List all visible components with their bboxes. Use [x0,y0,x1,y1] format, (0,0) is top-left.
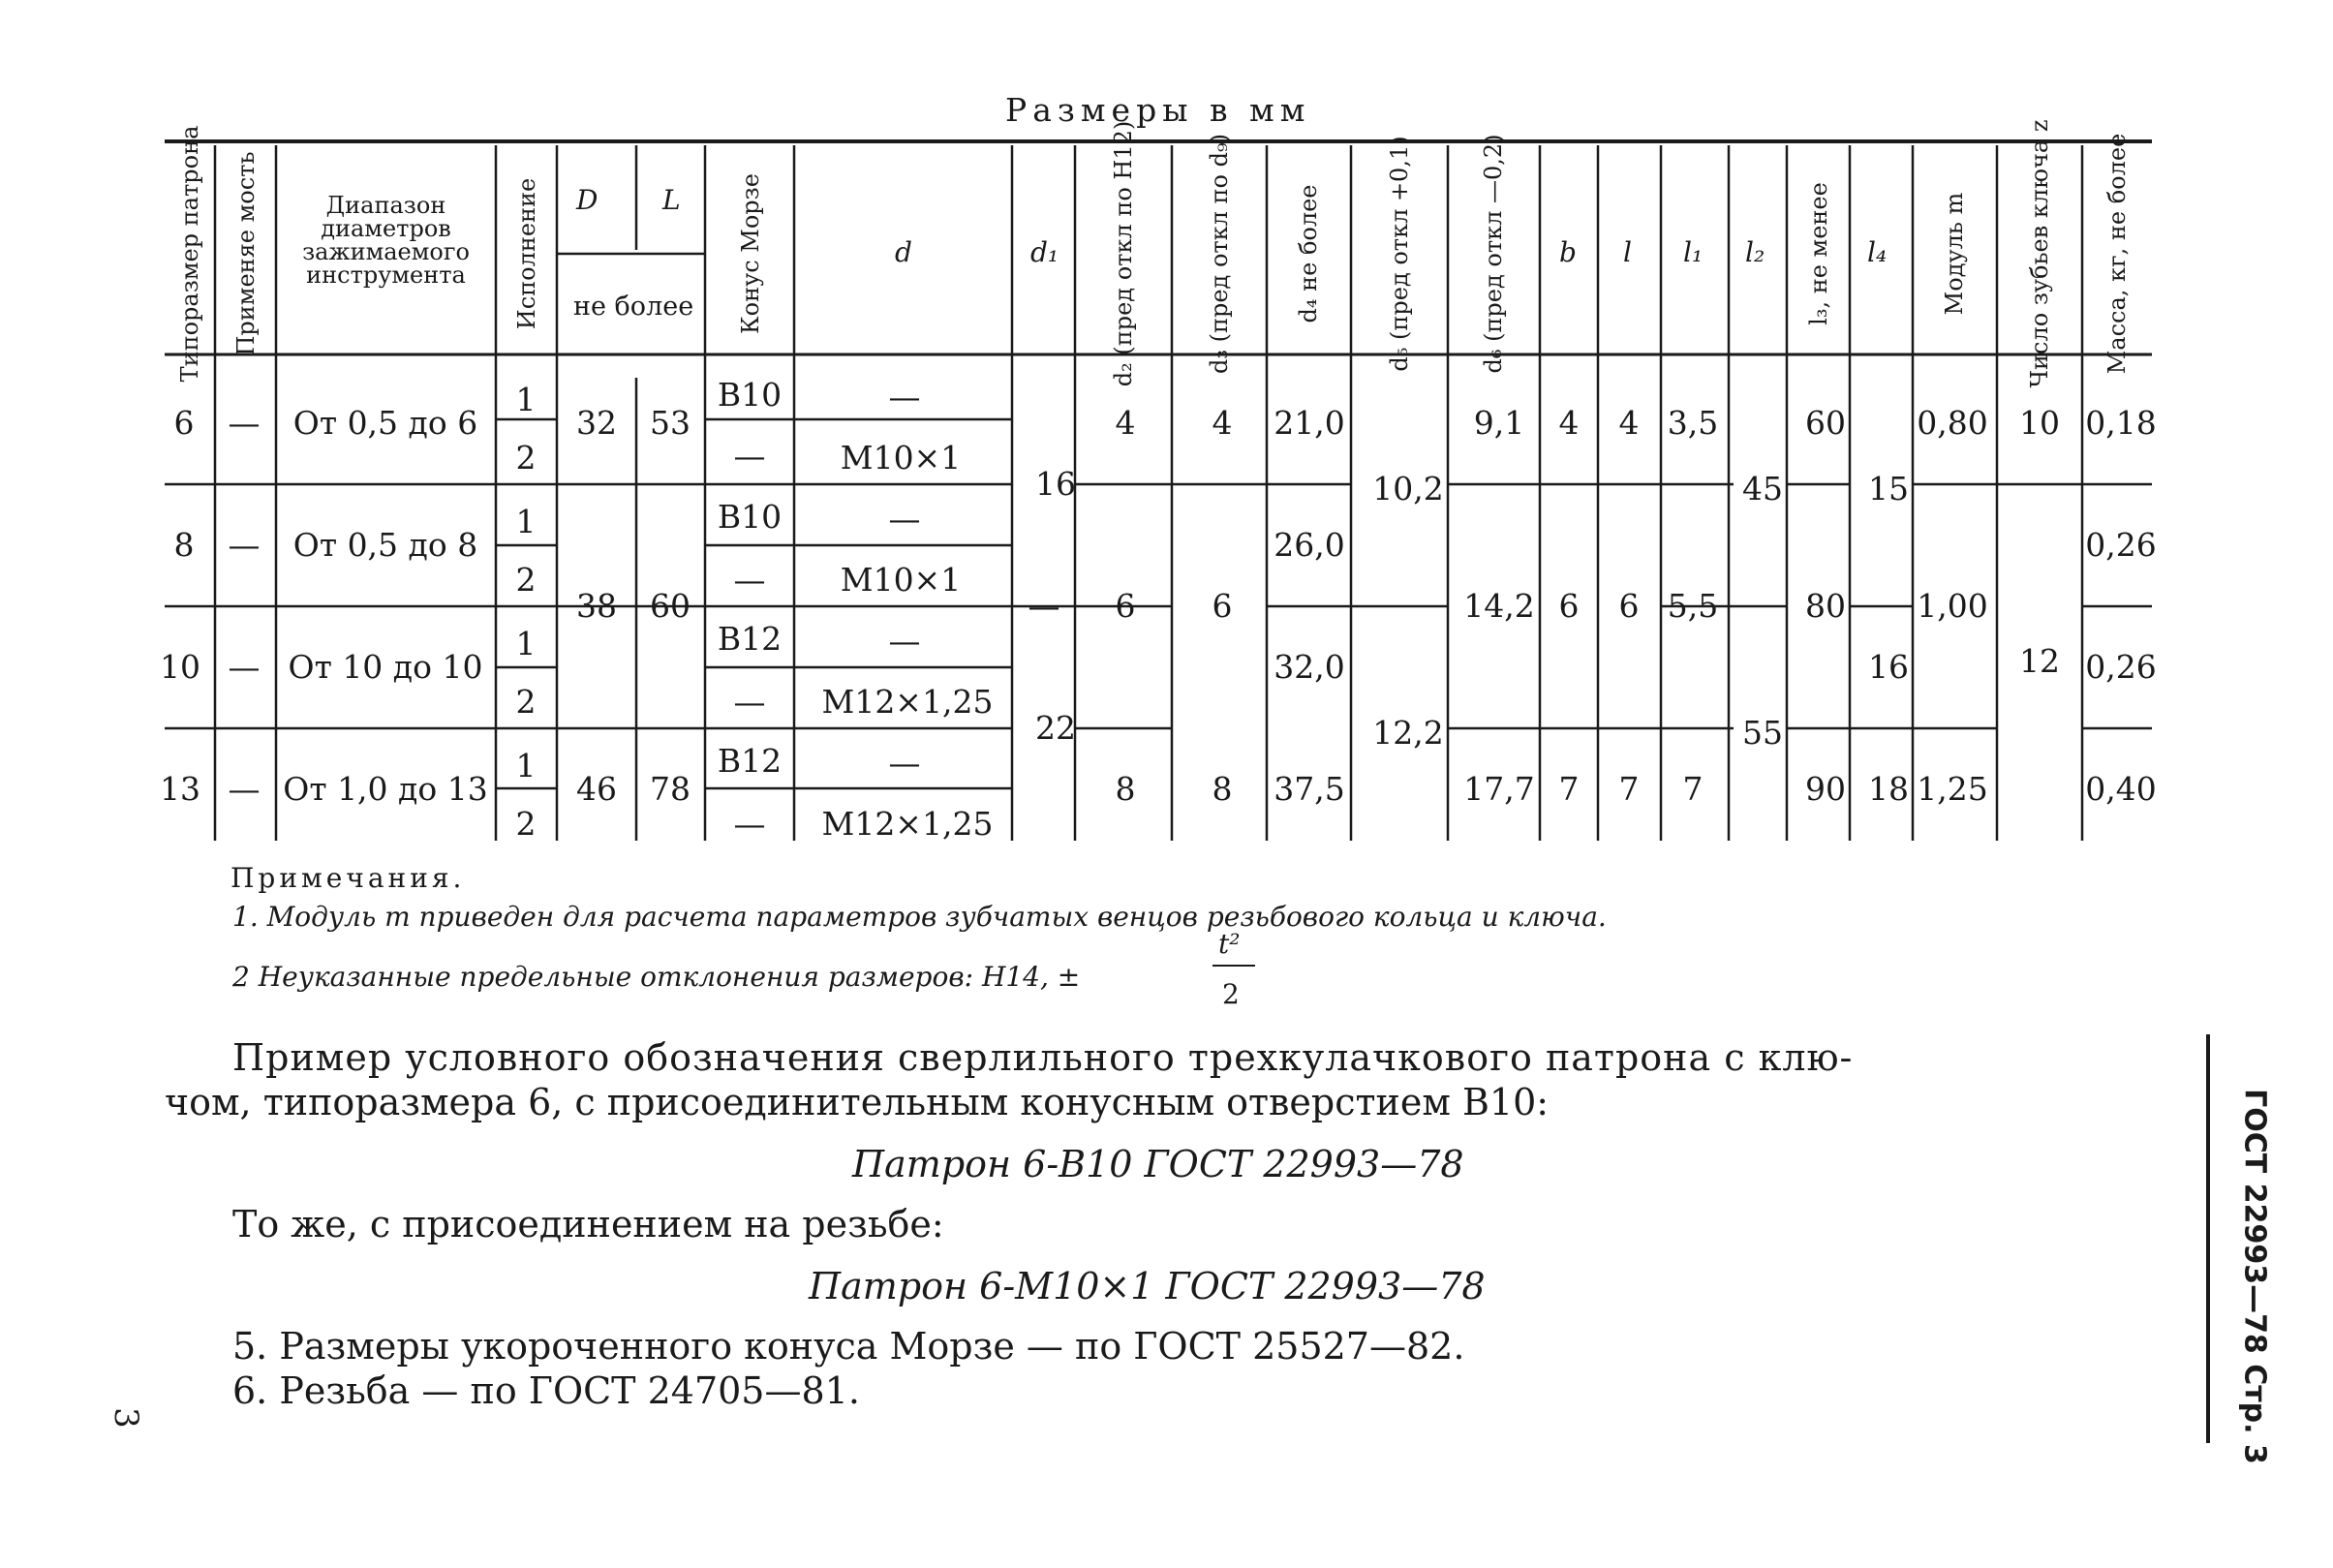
cell-d3: 4 [1212,404,1233,442]
cell-morse: — [733,561,766,599]
header-type: Типоразмер патрона [176,125,203,383]
cell-d4: 21,0 [1274,404,1345,442]
item-5: 5. Размеры укороченного конуса Морзе — по ГОСТ 25527—82. [232,1325,1465,1368]
cell-type-6: 6 [173,404,195,442]
cell-d2: 4 [1115,404,1136,442]
header-l: l [1623,236,1632,268]
cell-d2: 6 [1115,587,1136,625]
cell-L: 78 [650,770,691,808]
cell-exec: 1 [515,381,537,418]
side-rule [2206,1034,2210,1443]
cell-b: 6 [1558,587,1580,625]
header-b: b [1559,236,1577,268]
standard-side-label: ГОСТ 22993—78 Стр. 3 [2237,1089,2272,1464]
header-d4: d₄ не более [1295,184,1322,323]
header-range: Диапазон диаметров зажимаемого инструмента [302,192,470,289]
header-mass: Масса, кг, не более [2103,133,2131,375]
cell-type-10: 10 [160,648,200,686]
cell-exec: 2 [515,683,537,721]
header-d5: d₅ (пред откл +0,1) [1386,136,1413,372]
cell-d: M12×1,25 [821,805,994,843]
cell-l1: 5,5 [1667,587,1719,625]
cell-mass: 0,18 [2085,404,2157,442]
cell-z: 12 [2019,642,2060,680]
cell-l4: 16 [1868,648,1909,686]
cell-exec: 1 [515,747,537,784]
cell-d1: 16 [1035,465,1076,503]
cell-use: — [228,526,261,564]
cell-d: — [888,744,921,782]
cell-d1: — [1028,587,1060,625]
cell-mass: 0,40 [2085,770,2157,808]
header-l2: l₂ [1745,236,1765,268]
cell-m: 1,00 [1917,587,1988,625]
cell-morse: — [733,683,766,721]
item-6: 6. Резьба — по ГОСТ 24705—81. [232,1369,860,1412]
cell-d: — [888,622,921,660]
example-line-1: Пример условного обозначения сверлильного трехкулачкового патрона с клю- [232,1036,1854,1079]
cell-d: M12×1,25 [821,683,994,721]
cell-l: 7 [1618,770,1640,808]
cell-type-8: 8 [173,526,195,564]
cell-use: — [228,648,261,686]
cell-l1: 3,5 [1667,404,1719,442]
cell-morse: — [733,437,766,475]
cell-l2: 55 [1742,714,1783,752]
cell-l3: 90 [1805,770,1846,808]
cell-d1: 22 [1035,709,1076,747]
designation-1: Патрон 6-В10 ГОСТ 22993—78 [852,1143,1464,1185]
table-caption: Размеры в мм [1005,91,1311,129]
designation-2: Патрон 6-М10×1 ГОСТ 22993—78 [809,1265,1486,1307]
cell-d: — [888,500,921,538]
fraction-bar [1213,965,1255,967]
cell-range: От 1,0 до 13 [283,770,488,808]
header-use: Применяе мость [232,151,260,356]
header-d2: d₂ (пред откл по H12) [1110,120,1137,387]
header-d6: d₆ (пред откл —0,2) [1480,134,1507,374]
header-l4: l₄ [1867,236,1888,268]
cell-d6: 14,2 [1463,587,1535,625]
cell-morse: — [733,805,766,843]
cell-b: 4 [1558,404,1580,442]
cell-l4: 18 [1868,770,1909,808]
cell-exec: 2 [515,439,537,477]
header-d: d [895,236,912,268]
cell-exec: 2 [515,561,537,599]
header-notmore: не более [573,292,694,322]
cell-D: 38 [576,587,617,625]
header-z: Число зубьев ключа z [2026,119,2053,388]
cell-morse: B12 [717,742,783,780]
cell-l3: 80 [1805,587,1846,625]
cell-range: От 0,5 до 6 [292,404,478,442]
cell-z: 10 [2019,404,2060,442]
cell-l1: 7 [1682,770,1704,808]
cell-d5: 10,2 [1372,470,1444,507]
cell-d4: 37,5 [1274,770,1345,808]
header-D: D [576,184,599,216]
note-2-numerator: t² [1218,928,1241,960]
cell-use: — [228,770,261,808]
cell-l3: 60 [1805,404,1846,442]
cell-d3: 6 [1212,587,1233,625]
header-morse: Конус Морзе [737,173,764,334]
cell-l: 6 [1618,587,1640,625]
cell-d: M10×1 [840,439,962,477]
cell-d3: 8 [1212,770,1233,808]
cell-d: M10×1 [840,561,962,599]
cell-exec: 1 [515,503,537,540]
cell-L: 60 [650,587,691,625]
page-number: 3 [107,1407,145,1429]
header-m: Модуль m [1941,192,1968,316]
cell-D: 46 [576,770,617,808]
cell-d4: 26,0 [1274,526,1345,564]
header-d3: d₃ (пред откл по d₉) [1206,134,1233,374]
cell-morse: B10 [717,376,783,414]
cell-D: 32 [576,404,617,442]
cell-L: 53 [650,404,691,442]
cell-b: 7 [1558,770,1580,808]
header-L: L [662,184,681,216]
header-d1: d₁ [1030,236,1059,268]
thread-text: То же, с присоединением на резьбе: [232,1203,944,1245]
header-exec: Исполнение [513,177,540,330]
cell-mass: 0,26 [2085,526,2157,564]
note-2: 2 Неуказанные предельные отклонения размеров: H14, ± [232,961,1081,993]
cell-d5: 12,2 [1372,714,1444,752]
cell-morse: B10 [717,498,783,536]
cell-m: 1,25 [1917,770,1988,808]
cell-d: — [888,378,921,415]
cell-d6: 17,7 [1463,770,1535,808]
cell-type-13: 13 [160,770,200,808]
cell-l: 4 [1618,404,1640,442]
note-2-denominator: 2 [1222,978,1240,1010]
cell-m: 0,80 [1917,404,1988,442]
cell-d6: 9,1 [1473,404,1525,442]
cell-range: От 10 до 10 [288,648,483,686]
notes-title: Примечания. [230,862,466,894]
cell-use: — [228,404,261,442]
cell-l4: 15 [1868,470,1909,507]
cell-d4: 32,0 [1274,648,1345,686]
cell-mass: 0,26 [2085,648,2157,686]
cell-range: От 0,5 до 8 [292,526,478,564]
cell-d2: 8 [1115,770,1136,808]
cell-exec: 2 [515,805,537,843]
cell-exec: 1 [515,625,537,662]
note-1: 1. Модуль m приведен для расчета параметров зубчатых венцов резьбового кольца и ключа. [232,901,1607,933]
cell-l2: 45 [1742,470,1783,507]
header-l1: l₁ [1683,236,1704,268]
header-l3: l₃, не менее [1805,182,1832,325]
example-line-2: чом, типоразмера 6, с присоединительным конусным отверстием В10: [165,1081,1550,1123]
cell-morse: B12 [717,620,783,658]
